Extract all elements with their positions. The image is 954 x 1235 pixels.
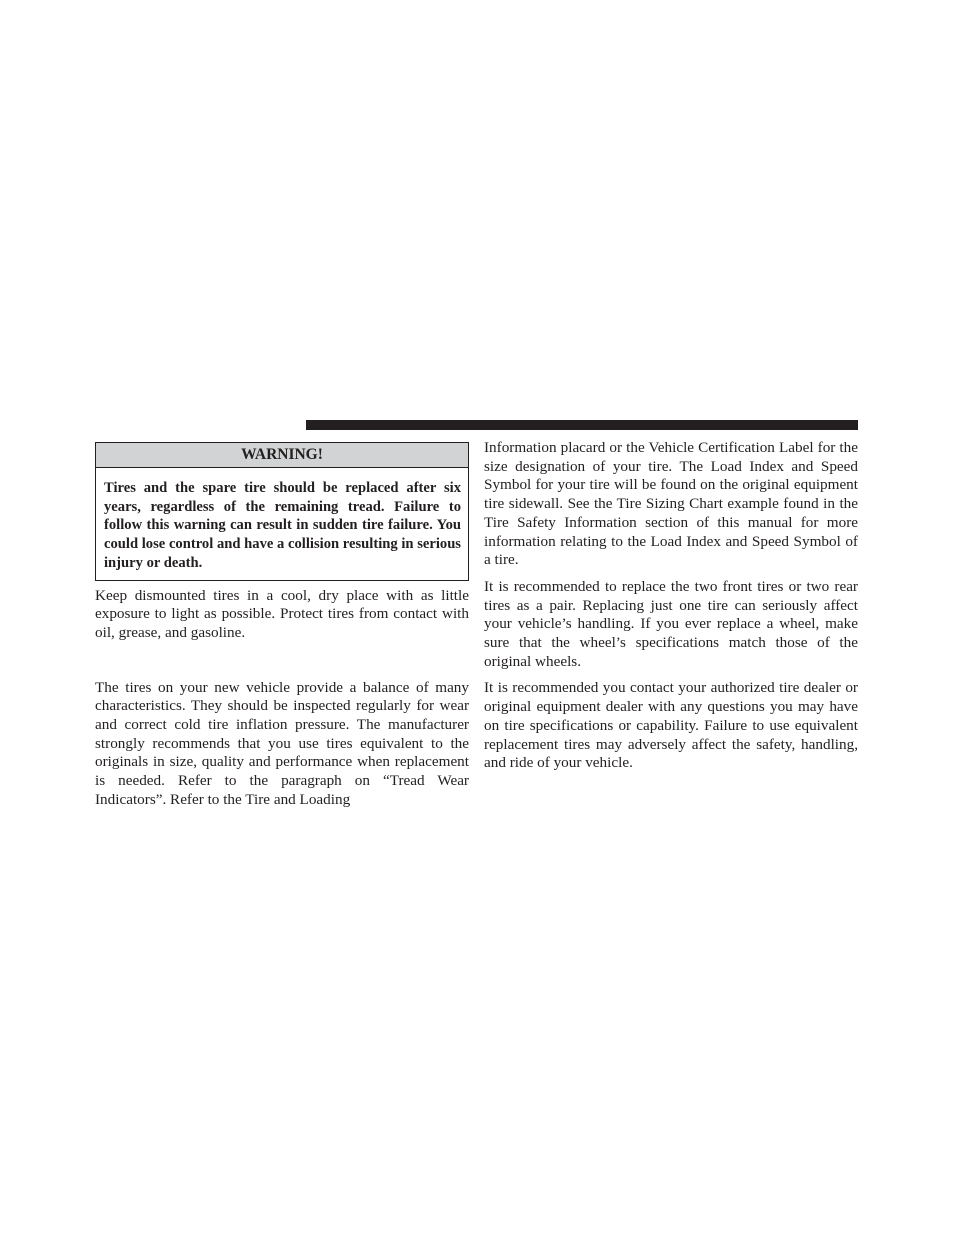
paragraph-contact-dealer: It is recommended you contact your authorized tire dealer or original equipment dealer with any questions you may have on tire specifications or capability. Failure to use equivalent replacement tires may adversely affect the safety, handling, and ride of your vehicle.: [484, 679, 858, 772]
paragraph-size-designation: Information placard or the Vehicle Certification Label for the size designation of your tire. The Load Index and Speed Symbol for your tire will be found on the original equipment tire sidewall. See the Tire Sizing Chart example found in the Tire Safety Information section of this manual for more information relating to the Load Index and Speed Symbol of a tire.: [484, 439, 858, 569]
right-column: [484, 439, 858, 773]
warning-box: [95, 442, 469, 581]
paragraph-tire-balance: The tires on your new vehicle provide a balance of many characteristics. They should be inspected regularly for wear and correct cold tire inflation pressure. The manufacturer strongly recommends that you use tires equivalent to the originals in size, quality and performance when replacement is needed. Refer to the paragraph on “Tread Wear Indicators”. Refer to the Tire and Loading: [95, 678, 469, 808]
paragraph-dismounted-tires: Keep dismounted tires in a cool, dry place with as little exposure to light as possible. Protect tires from contact with oil, grease, and gasoline.: [95, 586, 469, 641]
warning-text: Tires and the spare tire should be replaced after six years, regardless of the remaining tread. Failure to follow this warning can result in sudden tire failure. You could lose control and have a collision resulting in serious injury or death.: [104, 480, 461, 571]
paragraph-replace-pair: It is recommended to replace the two front tires or two rear tires as a pair. Replacing just one tire can seriously affect your vehicle’s handling. If you ever replace a wheel, make sure that the wheel’s specifications match those of the original wheels.: [484, 577, 858, 670]
left-column: [95, 442, 469, 810]
section-header-bar: [306, 420, 858, 430]
warning-title: WARNING!: [96, 443, 468, 468]
